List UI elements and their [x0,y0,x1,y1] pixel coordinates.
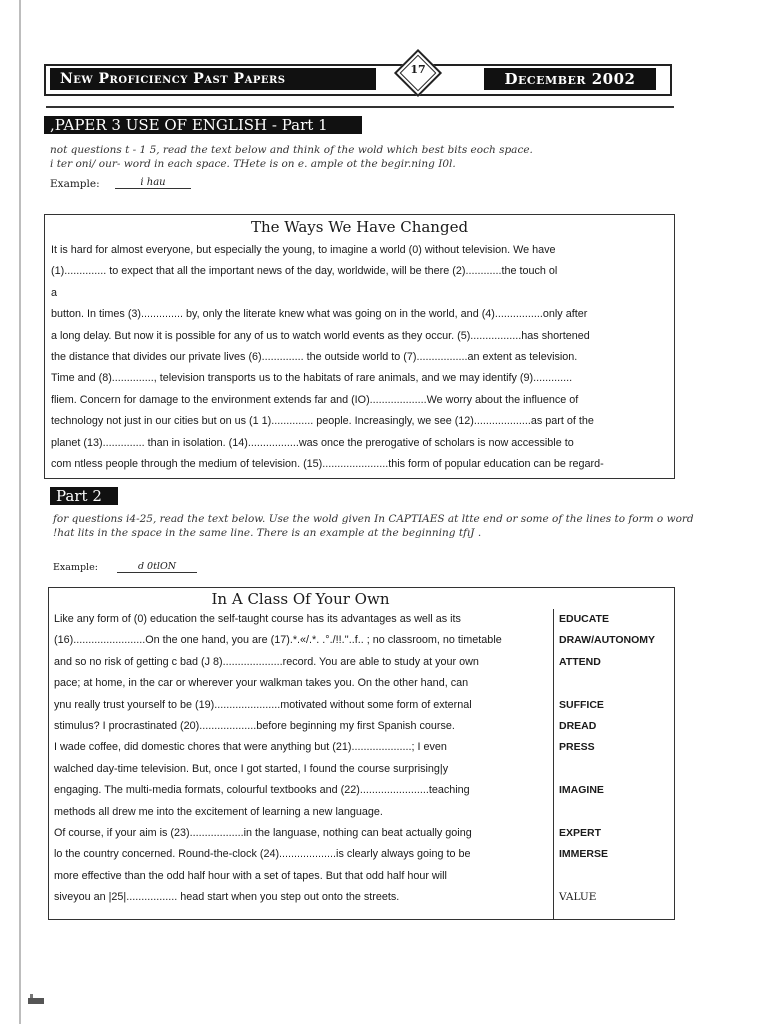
text-line: com ntless people through the medium of television. (15)......................this form of popular education can be regard- [51,457,604,470]
part2-text-body [54,609,550,908]
text-line: walched day-time television. But, once I got started, I found the course surprising|y [54,762,449,775]
text-line: more effective than the odd half hour with a set of tapes. But that odd half hour will [54,869,447,882]
text-line: the distance that divides our private lives (6).............. the outside world to (7).................an extent as television. [51,350,578,363]
text-line: planet (13).............. than in isolation. (14).................was once the prerogative of scholars is now accessible to [51,436,574,449]
word-formation-cue: DREAD [559,720,597,732]
header-date: December 2002 [484,68,656,90]
word-column [559,609,673,909]
text-line: I wade coffee, did domestic chores that were anything but (21)....................; I even [54,741,447,754]
text-line: a long delay. But now it is possible for any of us to watch world events as they occur. (5).................has shortened [51,329,590,342]
part2-instruction-line: !hat lits in the space in the same line. There is an example at the beginning tfıJ . [53,527,482,539]
word-formation-cue: IMAGINE [559,784,604,797]
part2-example-label: Example: [53,562,98,573]
text-line: siveyou an |25|................. head start when you step out onto the streets. [54,891,400,904]
word-formation-cue: EDUCATE [559,613,609,625]
text-line: button. In times (3).............. by, only the literate knew what was going on in the world, and (4)................only after [51,308,588,321]
part2-example-answer: d 0tlON [117,561,197,573]
text-line: lo the country concerned. Round-the-clock (24)...................is clearly always going to be [54,848,471,861]
part2-instruction-line: for questions i4-25, read the text below. Use the wold given In CAPTIAES at ltte end or some of the lines to form o word [53,513,694,525]
page-spine-shadow [19,0,21,1024]
word-formation-cue: VALUE [559,891,597,904]
part1-label: ,PAPER 3 USE OF ENGLISH - Part 1 [44,116,362,134]
text-line: (1).............. to expect that all the important news of the day, worldwide, will be there (2)............the touch ol [51,265,558,278]
word-formation-cue: IMMERSE [559,848,609,861]
part1-example-answer: i hau [115,177,191,189]
part1-example-label: Example: [50,178,100,190]
header-title: New Proficiency Past Papers [50,68,376,90]
publisher-logo-icon [28,994,44,1004]
text-line: a [51,286,58,299]
text-line: fliem. Concern for damage to the environment extends far and (IO)...................We worry about the influence of [51,393,579,406]
part1-instruction-line: not questions t - 1 5, read the text below and think of the wold which best bits eoch space. [50,144,533,156]
word-formation-cue: PRESS [559,741,595,754]
text-line: methods all drew me into the excitement of learning a new language. [54,805,383,818]
header-rule [46,106,674,108]
word-formation-cue: EXPERT [559,827,602,839]
text-line: and so no risk of getting c bad (J 8)....................record. You are able to study at your own [54,655,479,668]
text-line: Of course, if your aim is (23)..................in the languase, nothing can beat actually going [54,826,472,839]
text-line: Like any form of (0) education the self-taught course has its advantages as well as its [54,613,461,625]
part2-label: Part 2 [50,487,118,505]
word-formation-cue: DRAW/AUTONOMY [559,634,656,647]
word-formation-cue: SUFFICE [559,698,604,711]
text-line: Time and (8).............., television transports us to the habitats of rare animals, and we may identify (9)............. [51,372,573,385]
text-line: technology not just in our cities but on us (1 1).............. people. Increasingly, we see (12)...................as part of the [51,415,594,428]
text-line: ynu really trust yourself to be (19)......................motivated without some form of external [54,698,472,711]
page-number: 17 [410,63,426,76]
text-line: pace; at home, in the car or wherever your walkman takes you. On the other hand, can [54,677,469,690]
text-line: It is hard for almost everyone, but especially the young, to imagine a world (0) without television. We have [51,244,556,256]
text-line: engaging. The multi-media formats, colourful textbooks and (22).......................teaching [54,784,470,797]
part1-text-body [51,240,671,475]
word-column-divider [553,609,554,920]
word-formation-cue: ATTEND [559,655,601,668]
part1-instruction-line: i ter oni/ our- word in each space. THete is on e. ample ot the begir.ning I0l. [50,158,456,170]
text-line: stimulus? I procrastinated (20)...................before beginning my first Spanish course. [54,719,455,732]
text-line: (16)........................On the one hand, you are (17).*.«/.*. .°./!!.''..f.. ; no classroom, no timetable [54,634,502,647]
part1-text-title: The Ways We Have Changed [250,218,469,236]
part2-text-title: In A Class Of Your Own [211,590,390,608]
